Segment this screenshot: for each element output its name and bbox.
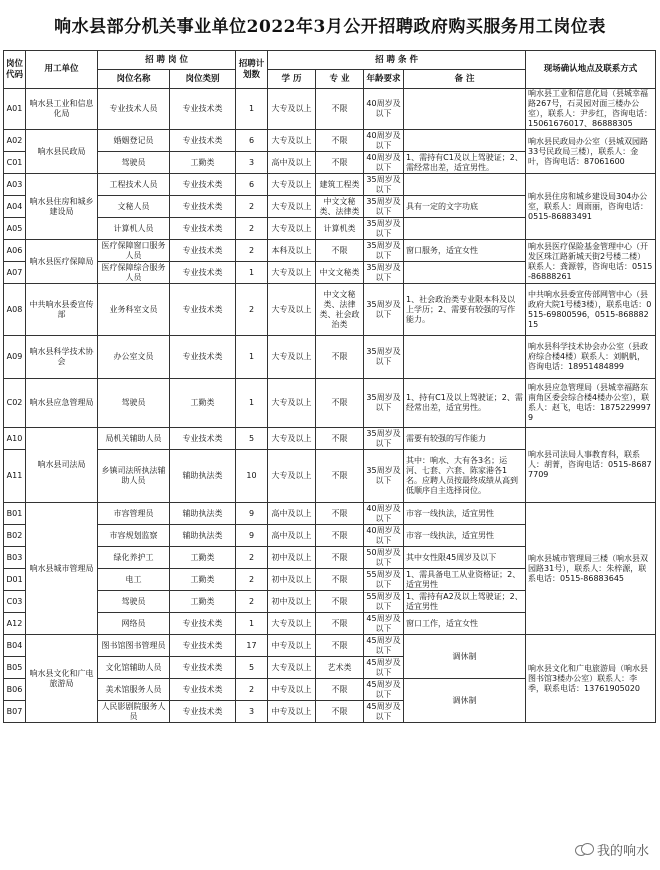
cell-unit: 响水县科学技术协会 xyxy=(26,336,98,379)
cell-unit: 中共响水县委宣传部 xyxy=(26,284,98,336)
cell-count: 3 xyxy=(236,701,268,723)
cell-age: 45周岁及以下 xyxy=(364,635,404,657)
cell-education: 中专及以上 xyxy=(268,679,316,701)
cell-count: 2 xyxy=(236,679,268,701)
cell-education: 高中及以上 xyxy=(268,152,316,174)
cell-code: C01 xyxy=(4,152,26,174)
table-row xyxy=(4,428,656,450)
cell-count: 2 xyxy=(236,284,268,336)
header-conditions-group: 招 聘 条 件 xyxy=(268,51,526,70)
cell-education: 大专及以上 xyxy=(268,174,316,196)
cell-count: 1 xyxy=(236,613,268,635)
cell-post-name: 电工 xyxy=(98,569,170,591)
cell-contact: 中共响水县委宣传部网管中心（县政府大院1号楼3楼），联系电话：0515-69800596，0515-86888215 xyxy=(526,284,656,336)
cell-major: 不限 xyxy=(316,635,364,657)
cell-count: 2 xyxy=(236,547,268,569)
cell-notes xyxy=(404,262,526,284)
cell-count: 5 xyxy=(236,428,268,450)
cell-age: 45周岁及以下 xyxy=(364,701,404,723)
cell-education: 中专及以上 xyxy=(268,701,316,723)
table-row xyxy=(4,174,656,196)
cell-post-type: 专业技术类 xyxy=(170,679,236,701)
table-row xyxy=(4,336,656,379)
cell-major: 不限 xyxy=(316,613,364,635)
cell-code: B03 xyxy=(4,547,26,569)
cell-count: 2 xyxy=(236,196,268,218)
cell-age: 35周岁及以下 xyxy=(364,262,404,284)
cell-age: 35周岁及以下 xyxy=(364,196,404,218)
cell-notes: 其中女性限45周岁及以下 xyxy=(404,547,526,569)
cell-post-name: 图书馆图书管理员 xyxy=(98,635,170,657)
cell-contact: 响水县工业和信息化局（县城幸福路267号，石灵园对面三楼办公室），联系人：尹步红，咨询电话：15061676017、86888305 xyxy=(526,89,656,130)
cell-unit: 响水县医疗保障局 xyxy=(26,240,98,284)
cell-count: 1 xyxy=(236,262,268,284)
header-contact: 现场确认地点及联系方式 xyxy=(526,51,656,89)
cell-code: B01 xyxy=(4,503,26,525)
table-row xyxy=(4,284,656,336)
cell-major: 计算机类 xyxy=(316,218,364,240)
cell-post-type: 专业技术类 xyxy=(170,130,236,152)
cell-code: D01 xyxy=(4,569,26,591)
cell-age: 40周岁及以下 xyxy=(364,89,404,130)
cell-code: B05 xyxy=(4,657,26,679)
cell-education: 高中及以上 xyxy=(268,503,316,525)
cell-post-type: 专业技术类 xyxy=(170,284,236,336)
cell-education: 大专及以上 xyxy=(268,450,316,503)
cell-notes: 市容一线执法，适宜男性 xyxy=(404,503,526,525)
chat-bubble-icon xyxy=(575,843,593,857)
cell-education: 大专及以上 xyxy=(268,130,316,152)
cell-notes: 1、社会政治类专业限本科及以上学历；2、需要有较强的写作能力。 xyxy=(404,284,526,336)
header-post-group: 招 聘 岗 位 xyxy=(98,51,236,70)
cell-code: C02 xyxy=(4,379,26,428)
cell-contact: 响水县科学技术协会办公室（县政府综合楼4楼）联系人：刘帆帆，咨询电话：18951484899 xyxy=(526,336,656,379)
table-row xyxy=(4,89,656,130)
cell-age: 40周岁及以下 xyxy=(364,130,404,152)
cell-post-name: 医疗保障窗口服务人员 xyxy=(98,240,170,262)
cell-age: 40周岁及以下 xyxy=(364,525,404,547)
cell-count: 1 xyxy=(236,89,268,130)
cell-post-type: 辅助执法类 xyxy=(170,503,236,525)
cell-education: 大专及以上 xyxy=(268,336,316,379)
cell-education: 大专及以上 xyxy=(268,657,316,679)
cell-post-type: 专业技术类 xyxy=(170,89,236,130)
cell-post-type: 专业技术类 xyxy=(170,218,236,240)
cell-notes: 市容一线执法，适宜男性 xyxy=(404,525,526,547)
cell-age: 50周岁及以下 xyxy=(364,547,404,569)
cell-count: 2 xyxy=(236,569,268,591)
cell-notes: 需要有较强的写作能力 xyxy=(404,428,526,450)
cell-post-type: 工勤类 xyxy=(170,547,236,569)
cell-post-name: 专业技术人员 xyxy=(98,89,170,130)
cell-contact: 响水县文化和广电旅游局（响水县图书馆3楼办公室）联系人：李季，联系电话：13761905020 xyxy=(526,635,656,723)
header-code: 岗位代码 xyxy=(4,51,26,89)
watermark xyxy=(572,839,652,860)
cell-post-type: 专业技术类 xyxy=(170,701,236,723)
cell-major: 不限 xyxy=(316,450,364,503)
cell-age: 55周岁及以下 xyxy=(364,591,404,613)
cell-code: A02 xyxy=(4,130,26,152)
cell-code: A03 xyxy=(4,174,26,196)
cell-count: 1 xyxy=(236,379,268,428)
cell-code: A06 xyxy=(4,240,26,262)
cell-age: 35周岁及以下 xyxy=(364,450,404,503)
cell-count: 2 xyxy=(236,218,268,240)
cell-contact: 响水县医疗保险基金管理中心（开发区珠江路新城天街2号楼二楼）联系人：龚源蓉，咨询电话：0515-86888261 xyxy=(526,240,656,284)
cell-post-name: 人民影剧院服务人员 xyxy=(98,701,170,723)
cell-age: 35周岁及以下 xyxy=(364,336,404,379)
cell-education: 初中及以上 xyxy=(268,591,316,613)
cell-post-name: 市容管理员 xyxy=(98,503,170,525)
table-row xyxy=(4,130,656,152)
header-post-name: 岗位名称 xyxy=(98,70,170,89)
cell-notes: 调休制 xyxy=(404,635,526,679)
cell-unit: 响水县应急管理局 xyxy=(26,379,98,428)
cell-post-name: 医疗保障综合服务人员 xyxy=(98,262,170,284)
cell-age: 35周岁及以下 xyxy=(364,218,404,240)
cell-code: A01 xyxy=(4,89,26,130)
cell-unit: 响水县城市管理局 xyxy=(26,503,98,635)
cell-code: A09 xyxy=(4,336,26,379)
cell-contact: 响水县城市管理局三楼（响水县双园路31号），联系人：朱梓源，联系电话：0515-86883645 xyxy=(526,503,656,635)
cell-major: 不限 xyxy=(316,503,364,525)
cell-education: 大专及以上 xyxy=(268,613,316,635)
cell-notes xyxy=(404,174,526,196)
table-body xyxy=(4,89,656,723)
cell-contact: 响水县司法局人事教育科，联系人：胡菁，咨询电话：0515-86877709 xyxy=(526,428,656,503)
cell-post-type: 专业技术类 xyxy=(170,428,236,450)
cell-major: 不限 xyxy=(316,379,364,428)
cell-major: 建筑工程类 xyxy=(316,174,364,196)
cell-notes xyxy=(404,218,526,240)
cell-post-type: 工勤类 xyxy=(170,569,236,591)
cell-code: B06 xyxy=(4,679,26,701)
cell-age: 35周岁及以下 xyxy=(364,379,404,428)
cell-major: 中文文秘类 xyxy=(316,262,364,284)
cell-age: 35周岁及以下 xyxy=(364,428,404,450)
cell-count: 9 xyxy=(236,525,268,547)
header-major: 专 业 xyxy=(316,70,364,89)
cell-age: 35周岁及以下 xyxy=(364,284,404,336)
cell-post-type: 专业技术类 xyxy=(170,613,236,635)
cell-count: 2 xyxy=(236,240,268,262)
cell-post-type: 专业技术类 xyxy=(170,240,236,262)
table-row xyxy=(4,240,656,262)
cell-post-type: 专业技术类 xyxy=(170,196,236,218)
table-row xyxy=(4,379,656,428)
cell-education: 大专及以上 xyxy=(268,379,316,428)
cell-post-type: 辅助执法类 xyxy=(170,525,236,547)
cell-education: 大专及以上 xyxy=(268,196,316,218)
table-row xyxy=(4,635,656,657)
cell-major: 不限 xyxy=(316,701,364,723)
cell-notes: 1、需具备电工从业资格证；2、适宜男性 xyxy=(404,569,526,591)
cell-notes xyxy=(404,336,526,379)
cell-notes: 窗口工作，适宜女性 xyxy=(404,613,526,635)
cell-post-type: 专业技术类 xyxy=(170,174,236,196)
cell-code: A12 xyxy=(4,613,26,635)
cell-post-name: 局机关辅助人员 xyxy=(98,428,170,450)
cell-major: 不限 xyxy=(316,152,364,174)
cell-code: A07 xyxy=(4,262,26,284)
cell-education: 大专及以上 xyxy=(268,262,316,284)
cell-unit: 响水县住房和城乡建设局 xyxy=(26,174,98,240)
cell-education: 大专及以上 xyxy=(268,428,316,450)
cell-post-name: 办公室文员 xyxy=(98,336,170,379)
cell-post-type: 专业技术类 xyxy=(170,262,236,284)
cell-age: 45周岁及以下 xyxy=(364,679,404,701)
cell-post-name: 婚姻登记员 xyxy=(98,130,170,152)
cell-education: 初中及以上 xyxy=(268,547,316,569)
cell-post-name: 网络员 xyxy=(98,613,170,635)
cell-education: 高中及以上 xyxy=(268,525,316,547)
cell-count: 1 xyxy=(236,336,268,379)
cell-count: 10 xyxy=(236,450,268,503)
cell-post-type: 专业技术类 xyxy=(170,635,236,657)
cell-age: 40周岁及以下 xyxy=(364,503,404,525)
cell-unit: 响水县民政局 xyxy=(26,130,98,174)
page-title: 响水县部分机关事业单位2022年3月公开招聘政府购买服务用工岗位表 xyxy=(54,16,606,37)
cell-major: 不限 xyxy=(316,525,364,547)
cell-education: 本科及以上 xyxy=(268,240,316,262)
cell-post-name: 绿化养护工 xyxy=(98,547,170,569)
cell-contact: 响水县住房和城乡建设局304办公室，联系人：周雨丽，咨询电话：0515-86883491 xyxy=(526,174,656,240)
cell-post-name: 美术馆服务人员 xyxy=(98,679,170,701)
cell-count: 5 xyxy=(236,657,268,679)
cell-major: 不限 xyxy=(316,591,364,613)
cell-code: B07 xyxy=(4,701,26,723)
cell-contact: 响水县民政局办公室（县城双园路33号民政局三楼），联系人：金叶，咨询电话：87061600 xyxy=(526,130,656,174)
cell-major: 中文文秘类、法律类、社会政治类 xyxy=(316,284,364,336)
cell-unit: 响水县工业和信息化局 xyxy=(26,89,98,130)
cell-code: B04 xyxy=(4,635,26,657)
header-notes: 备 注 xyxy=(404,70,526,89)
header-education: 学 历 xyxy=(268,70,316,89)
cell-code: A11 xyxy=(4,450,26,503)
cell-count: 6 xyxy=(236,130,268,152)
table-row xyxy=(4,503,656,525)
cell-education: 初中及以上 xyxy=(268,569,316,591)
header-unit: 用工单位 xyxy=(26,51,98,89)
cell-age: 35周岁及以下 xyxy=(364,240,404,262)
cell-age: 35周岁及以下 xyxy=(364,174,404,196)
cell-count: 6 xyxy=(236,174,268,196)
cell-major: 不限 xyxy=(316,130,364,152)
cell-code: A08 xyxy=(4,284,26,336)
cell-count: 9 xyxy=(236,503,268,525)
cell-count: 2 xyxy=(236,591,268,613)
cell-unit: 响水县文化和广电旅游局 xyxy=(26,635,98,723)
header-count: 招聘计划数 xyxy=(236,51,268,89)
cell-major: 艺术类 xyxy=(316,657,364,679)
cell-post-name: 市容规划监察 xyxy=(98,525,170,547)
cell-post-name: 业务科室文员 xyxy=(98,284,170,336)
cell-contact: 响水县应急管理局（县城幸福路东南角区委会综合楼4楼办公室），联系人：赵飞，电话：18752299979 xyxy=(526,379,656,428)
cell-notes: 其中：响水、大有各3名；运河、七套、六套、陈家港各1名。应聘人员按最终成绩从高到低顺序自主选择岗位。 xyxy=(404,450,526,503)
cell-post-type: 专业技术类 xyxy=(170,336,236,379)
cell-major: 不限 xyxy=(316,547,364,569)
cell-major: 不限 xyxy=(316,679,364,701)
cell-post-type: 辅助执法类 xyxy=(170,450,236,503)
watermark-text: 我的响水 xyxy=(596,844,649,859)
cell-major: 不限 xyxy=(316,240,364,262)
cell-age: 45周岁及以下 xyxy=(364,657,404,679)
cell-post-name: 乡镇司法所执法辅助人员 xyxy=(98,450,170,503)
cell-education: 大专及以上 xyxy=(268,218,316,240)
cell-major: 中文文秘类、法律类 xyxy=(316,196,364,218)
cell-post-name: 计算机人员 xyxy=(98,218,170,240)
cell-major: 不限 xyxy=(316,89,364,130)
cell-post-name: 文秘人员 xyxy=(98,196,170,218)
cell-post-type: 专业技术类 xyxy=(170,657,236,679)
cell-post-name: 驾驶员 xyxy=(98,379,170,428)
cell-age: 40周岁及以下 xyxy=(364,152,404,174)
cell-education: 大专及以上 xyxy=(268,284,316,336)
recruitment-table xyxy=(3,50,656,723)
cell-notes: 1、需持有A2及以上驾驶证；2、适宜男性 xyxy=(404,591,526,613)
cell-notes: 1、持有C1及以上驾驶证；2、需经常出差，适宜男性。 xyxy=(404,379,526,428)
cell-post-type: 工勤类 xyxy=(170,379,236,428)
cell-age: 55周岁及以下 xyxy=(364,569,404,591)
cell-age: 45周岁及以下 xyxy=(364,613,404,635)
cell-notes: 窗口服务，适宜女性 xyxy=(404,240,526,262)
cell-notes: 1、需持有C1及以上驾驶证；2、需经常出差，适宜男性。 xyxy=(404,152,526,174)
cell-notes xyxy=(404,130,526,152)
cell-code: B02 xyxy=(4,525,26,547)
header-post-type: 岗位类别 xyxy=(170,70,236,89)
cell-code: A10 xyxy=(4,428,26,450)
cell-count: 3 xyxy=(236,152,268,174)
cell-post-type: 工勤类 xyxy=(170,591,236,613)
cell-notes xyxy=(404,89,526,130)
cell-education: 中专及以上 xyxy=(268,635,316,657)
cell-major: 不限 xyxy=(316,428,364,450)
cell-post-name: 文化馆辅助人员 xyxy=(98,657,170,679)
header-age: 年龄要求 xyxy=(364,70,404,89)
cell-post-name: 工程技术人员 xyxy=(98,174,170,196)
cell-post-type: 工勤类 xyxy=(170,152,236,174)
cell-major: 不限 xyxy=(316,336,364,379)
cell-code: A05 xyxy=(4,218,26,240)
cell-notes: 调休制 xyxy=(404,679,526,723)
cell-notes: 具有一定的文字功底 xyxy=(404,196,526,218)
cell-post-name: 驾驶员 xyxy=(98,152,170,174)
cell-code: A04 xyxy=(4,196,26,218)
cell-education: 大专及以上 xyxy=(268,89,316,130)
cell-post-name: 驾驶员 xyxy=(98,591,170,613)
cell-code: C03 xyxy=(4,591,26,613)
cell-count: 17 xyxy=(236,635,268,657)
cell-unit: 响水县司法局 xyxy=(26,428,98,503)
cell-major: 不限 xyxy=(316,569,364,591)
